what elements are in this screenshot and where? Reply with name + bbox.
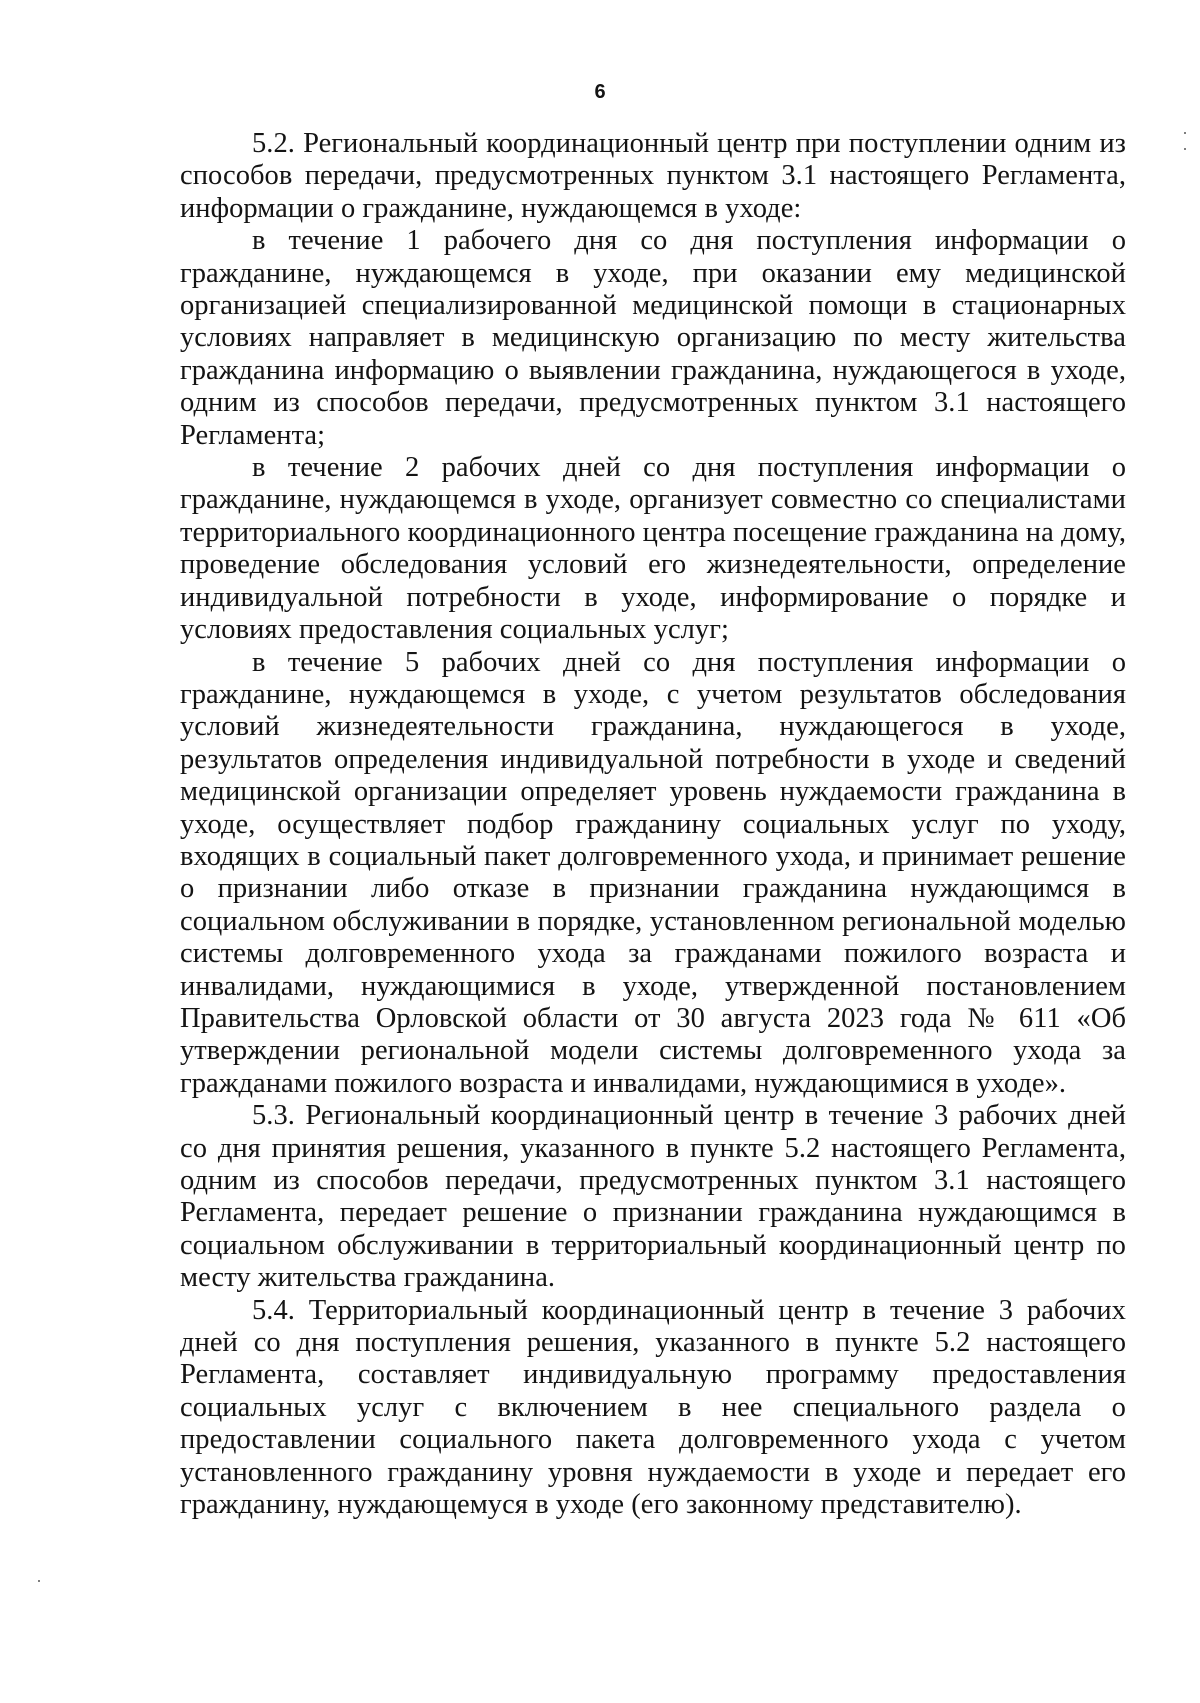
scan-speck (1184, 148, 1186, 150)
page-number: 6 (594, 81, 606, 103)
paragraph-5-3: 5.3. Региональный координационный центр в течение 3 рабочих дней со дня принятия решения, указанного в пункте 5.2 настоящего Регламента, одним из способов передачи, предусмотренных пунктом 3.1 настоящего Регламента, передает решение о признании гражданина нуждающимся в социальном обслуживании в территориальный координационный центр по месту жительства гражданина. (180, 1100, 1126, 1294)
paragraph-1-day: в течение 1 рабочего дня со дня поступления информации о гражданине, нуждающемся в уходе, при оказании ему медицинской организацией специализированной медицинской помощи в стационарных условиях направляет в медицинскую организацию по месту жительства гражданина информацию о выявлении гражданина, нуждающегося в уходе, одним из способов передачи, предусмотренных пунктом 3.1 настоящего Регламента; (180, 225, 1126, 451)
paragraph-5-4: 5.4. Территориальный координационный центр в течение 3 рабочих дней со дня поступления решения, указанного в пункте 5.2 настоящего Регламента, составляет индивидуальную программу предоставления социальных услуг с включением в нее специального раздела о предоставлении социального пакета долговременного ухода с учетом установленного гражданину уровня нуждаемости в уходе и передает его гражданину, нуждающемуся в уходе (его законному представителю). (180, 1294, 1126, 1521)
scan-speck (1184, 132, 1186, 134)
scan-speck (38, 1580, 40, 1582)
paragraph-5-days: в течение 5 рабочих дней со дня поступления информации о гражданине, нуждающемся в уходе, с учетом результатов обследования условий жизнедеятельности гражданина, нуждающегося в уходе, результатов определения индивидуальной потребности в уходе и сведений медицинской организации определяет уровень нуждаемости гражданина в уходе, осуществляет подбор гражданину социальных услуг по уходу, входящих в социальный пакет долговременного ухода, и принимает решение о признании либо отказе в признании гражданина нуждающимся в социальном обслуживании в порядке, установленном региональной моделью системы долговременного ухода за гражданами пожилого возраста и инвалидами, нуждающимися в уходе, утвержденной постановлением Правительства Орловской области от 30 августа 2023 года № 611 «Об утверждении региональной модели системы долговременного ухода за гражданами пожилого возраста и инвалидами, нуждающимися в уходе». (180, 646, 1126, 1099)
paragraph-5-2: 5.2. Региональный координационный центр при поступлении одним из способов передачи, предусмотренных пунктом 3.1 настоящего Регламента, информации о гражданине, нуждающемся в уходе: (180, 128, 1126, 224)
paragraph-2-days: в течение 2 рабочих дней со дня поступления информации о гражданине, нуждающемся в уходе, организует совместно со специалистами территориального координационного центра посещение гражданина на дому, проведение обследования условий его жизнедеятельности, определение индивидуальной потребности в уходе, информирование о порядке и условиях предоставления социальных услуг; (180, 452, 1126, 646)
document-body (180, 128, 1126, 1521)
